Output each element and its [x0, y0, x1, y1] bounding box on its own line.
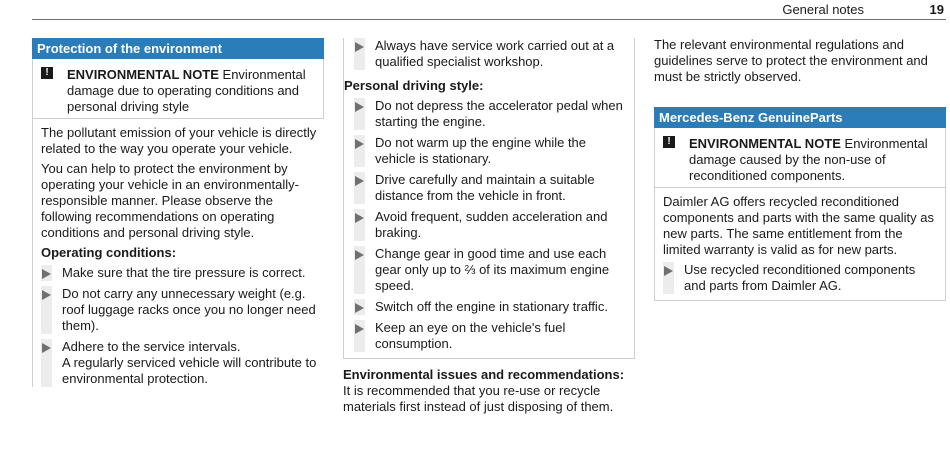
- step-item: [41, 339, 324, 387]
- section-title: Protection of the environment: [32, 38, 324, 59]
- column-2: [343, 38, 635, 419]
- note-label: ENVIRONMENTAL NOTE: [689, 136, 841, 151]
- step-text: Do not depress the accelerator pedal when starting the engine.: [375, 98, 623, 129]
- step-text: Always have service work carried out at a qualified specialist workshop.: [375, 38, 615, 69]
- paragraph: The relevant environmental regulations and guidelines serve to protect the environment and must be strictly observed.: [654, 37, 928, 84]
- step-text: Adhere to the service intervals.: [62, 339, 241, 354]
- step-arrow-icon: [42, 290, 51, 300]
- exclamation-icon: !: [41, 67, 53, 79]
- body-block: [654, 188, 946, 301]
- step-text: Do not carry any unnecessary weight (e.g. roof luggage racks once you no longer need them).: [62, 286, 316, 333]
- note-label: ENVIRONMENTAL NOTE: [67, 67, 219, 82]
- page-number: 19: [929, 2, 944, 17]
- step-item: [354, 38, 626, 70]
- step-arrow-icon: [42, 343, 51, 353]
- note-body: Environmental damage due to operating conditions and personal driving style: [67, 67, 306, 114]
- step-text: Do not warm up the engine while the vehicle is stationary.: [375, 135, 587, 166]
- step-arrow-icon: [664, 266, 673, 276]
- paragraph: It is recommended that you re-use or recycle materials first instead of just disposing of them.: [343, 383, 614, 414]
- step-arrow-icon: [355, 250, 364, 260]
- step-item: [354, 172, 626, 204]
- subheading: Environmental issues and recommendations:: [343, 367, 625, 382]
- header-rule: [32, 19, 946, 20]
- instructions-frame: [343, 38, 635, 359]
- step-text: Change gear in good time and use each gear only up to ⅔ of its maximum engine speed.: [375, 246, 610, 293]
- step-arrow-icon: [355, 213, 364, 223]
- step-arrow-icon: [355, 42, 364, 52]
- paragraph: The pollutant emission of your vehicle is directly related to the way you operate your vehicle.: [41, 125, 317, 156]
- step-result: A regularly serviced vehicle will contribute to environmental protection.: [62, 355, 317, 386]
- subheading: Personal driving style:: [344, 78, 484, 93]
- step-text: Use recycled reconditioned components and parts from Daimler AG.: [684, 262, 916, 293]
- note-text: [67, 67, 315, 115]
- note-text: [689, 136, 937, 184]
- step-item: [354, 246, 626, 294]
- step-arrow-icon: [355, 139, 364, 149]
- step-item: [41, 286, 324, 334]
- step-text: Keep an eye on the vehicle's fuel consumption.: [375, 320, 566, 351]
- body-block: [32, 119, 324, 387]
- paragraph: Daimler AG offers recycled reconditioned components and parts with the same quality as new parts. The same entitlement from the limited warranty is valid as for new parts.: [663, 194, 934, 257]
- step-text: Drive carefully and maintain a suitable distance from the vehicle in front.: [375, 172, 595, 203]
- environmental-note: [654, 128, 946, 188]
- step-item: [354, 209, 626, 241]
- step-arrow-icon: [355, 303, 364, 313]
- step-item: [41, 265, 324, 281]
- step-item: [354, 320, 626, 352]
- step-item: [663, 262, 937, 294]
- note-body: Environmental damage caused by the non-use of reconditioned components.: [689, 136, 928, 183]
- subheading: Operating conditions:: [41, 245, 177, 260]
- section-title: Mercedes-Benz GenuineParts: [654, 107, 946, 128]
- step-text: Make sure that the tire pressure is correct.: [62, 265, 306, 280]
- step-item: [354, 135, 626, 167]
- step-text: Avoid frequent, sudden acceleration and braking.: [375, 209, 608, 240]
- column-1: [32, 38, 324, 392]
- step-arrow-icon: [355, 102, 364, 112]
- step-item: [354, 98, 626, 130]
- step-item: [354, 299, 626, 315]
- step-text: Switch off the engine in stationary traffic.: [375, 299, 608, 314]
- environmental-note: [32, 59, 324, 119]
- step-arrow-icon: [355, 324, 364, 334]
- step-arrow-icon: [355, 176, 364, 186]
- column-3: [654, 37, 946, 301]
- exclamation-icon: !: [663, 136, 675, 148]
- running-header: General notes: [782, 2, 864, 17]
- step-arrow-icon: [42, 269, 51, 279]
- paragraph: You can help to protect the environment by operating your vehicle in an environmentally-responsible manner. Please observe the following recommendations on operating conditions and personal driving style.: [41, 161, 299, 240]
